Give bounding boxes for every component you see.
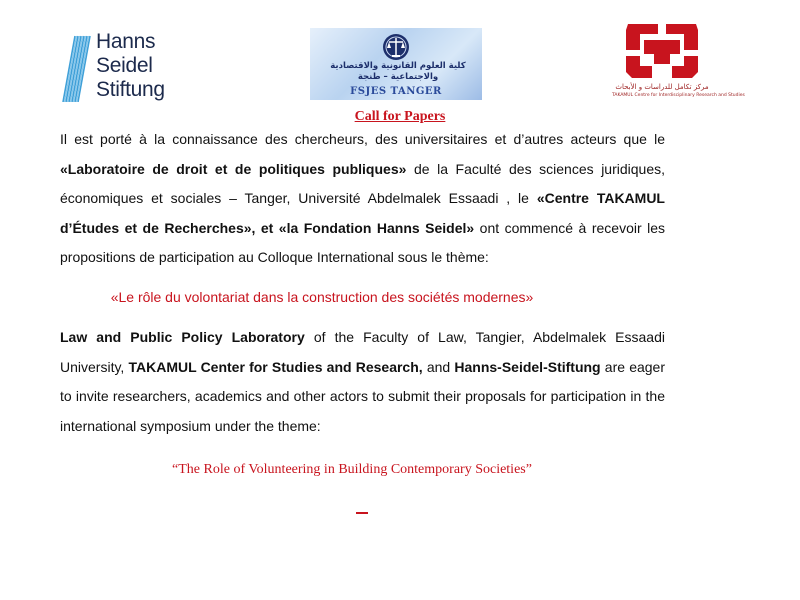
hanns-seidel-logo [62, 30, 172, 110]
hss-line-3: Stiftung [96, 78, 165, 101]
hss-line-2: Seidel [96, 54, 153, 77]
fsjes-latin-name: FSJES TANGER [350, 86, 442, 97]
separator-dash [356, 512, 368, 514]
fsjes-logo [310, 28, 482, 100]
en-text-2: and [422, 358, 455, 375]
fsjes-arabic-line-2: والاجتماعية – طنجة [357, 72, 439, 82]
french-theme: «Le rôle du volontariat dans la construction des sociétés modernes» [110, 289, 534, 305]
en-text-1: of the Faculty of Law, Tangier, Abdelmalek Essaadi University, [60, 329, 665, 375]
fr-bold-2: «Centre TAKAMUL d’Études et de Recherches», et «la Fondation Hanns Seidel» [60, 190, 665, 236]
takamul-logo [612, 20, 745, 105]
fr-text-1: Il est porté à la connaissance des chercheurs, des universitaires et d’autres acteurs que le [60, 131, 665, 147]
en-text-3: are eager to invite researchers, academics and other actors to submit their proposals for participation in the international symposium under the theme: [60, 358, 665, 434]
en-bold-3: Hanns-Seidel-Stiftung [454, 358, 601, 375]
hss-wordmark [96, 30, 165, 102]
page-title: Call for Papers [354, 109, 446, 124]
fr-bold-1: «Laboratoire de droit et de politiques publiques» [60, 160, 407, 177]
french-paragraph [60, 125, 665, 273]
fr-text-2: de la Faculté des sciences juridiques, économiques et sociales – Tanger, Université Abdelmalek Essaadi , le [60, 160, 666, 206]
en-bold-2: TAKAMUL Center for Studies and Research, [128, 358, 423, 375]
english-paragraph [60, 323, 665, 441]
fsjes-arabic-name [328, 61, 468, 83]
hss-stripes-icon [62, 32, 92, 102]
fsjes-arabic-line-1: كلية العلوم القانونية والاقتصادية [330, 61, 466, 71]
takamul-english-name: TAKAMUL Centre for Interdisciplinary Research and Studies [612, 93, 745, 98]
scales-emblem-icon [380, 32, 412, 62]
english-theme: “The Role of Volunteering in Building Contemporary Societies” [172, 462, 532, 477]
takamul-symbol-icon [622, 20, 702, 82]
hss-line-1: Hanns [96, 30, 156, 53]
fr-text-3: ont commencé à recevoir les propositions de participation au Colloque International sous le thème: [60, 219, 665, 265]
takamul-arabic-name: مركز تكامل للدراسات و الأبحاث [615, 83, 709, 91]
en-bold-1: Law and Public Policy Laboratory [60, 329, 305, 345]
